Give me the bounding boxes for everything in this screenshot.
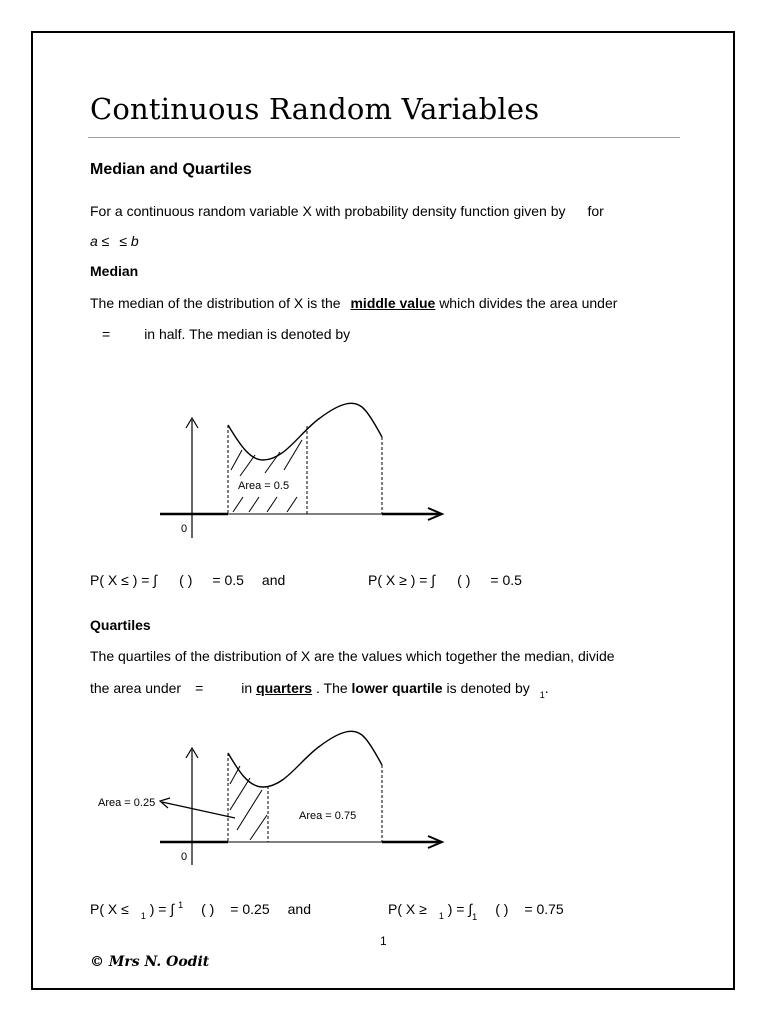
quartiles-area-left-label: Area = 0.25 xyxy=(98,797,156,809)
quartiles-pointer-line xyxy=(162,802,235,818)
section-heading: Median and Quartiles xyxy=(90,161,252,178)
quartiles-quarters: quarters xyxy=(256,680,313,696)
q-prob-left-b: ) = ∫ xyxy=(149,901,175,917)
q-prob-right-b: ) = ∫ xyxy=(447,901,473,917)
median-prob-right-fx: ( ) xyxy=(457,572,471,588)
quartiles-in: in xyxy=(241,680,253,696)
q-prob-right: P( X ≥ xyxy=(388,901,427,917)
q-prob-left-sub: 1 xyxy=(140,911,146,921)
intro-range-a: a ≤ xyxy=(90,233,110,249)
q-prob-right-sub: 1 xyxy=(438,911,444,921)
quartiles-text-b: . The xyxy=(315,680,348,696)
intro-text: For a continuous random variable X with probability density function given by xyxy=(90,203,566,219)
quartiles-area-right-label: Area = 0.75 xyxy=(299,810,357,822)
median-area-label: Area = 0.5 xyxy=(238,480,290,492)
median-prob-left-fx: ( ) xyxy=(179,572,193,588)
author-signature: © Mrs N. Oodit xyxy=(90,954,210,970)
q-and: and xyxy=(287,901,311,917)
median-prob-left-val: = 0.5 xyxy=(212,572,244,588)
median-heading: Median xyxy=(90,263,139,279)
median-text-a: The median of the distribution of X is the xyxy=(90,295,341,311)
median-and: and xyxy=(261,572,286,588)
median-prob-left: P( X ≤ ) = ∫ xyxy=(90,572,158,588)
quartiles-hatching xyxy=(230,766,267,840)
median-origin-label: 0 xyxy=(181,523,188,535)
quartiles-sub-1: 1 xyxy=(539,690,545,700)
quartiles-end: . xyxy=(544,680,549,696)
median-prob-right: P( X ≥ ) = ∫ xyxy=(368,572,436,588)
quartiles-prob-line-right xyxy=(388,901,564,922)
intro-range-b: ≤ b xyxy=(119,233,139,249)
quartiles-prob-line xyxy=(90,900,311,921)
quartiles-eq: = xyxy=(195,680,204,696)
page-title: Continuous Random Variables xyxy=(90,92,540,126)
quartiles-heading: Quartiles xyxy=(90,617,151,633)
median-middle-value: middle value xyxy=(350,295,436,311)
page-number: 1 xyxy=(380,934,387,948)
quartiles-text-c: is denoted by xyxy=(446,680,530,696)
q-prob-right-val: = 0.75 xyxy=(524,901,564,917)
q-prob-left-val: = 0.25 xyxy=(230,901,270,917)
median-prob-right-val: = 0.5 xyxy=(490,572,522,588)
median-text-b: which divides the area under xyxy=(439,295,618,311)
q-prob-left-fx: ( ) xyxy=(201,901,215,917)
intro-for: for xyxy=(587,203,604,219)
median-eq: = xyxy=(102,326,111,342)
quartiles-lower-quartile: lower quartile xyxy=(351,680,443,696)
q-prob-right-fx: ( ) xyxy=(495,901,509,917)
quartiles-density-curve xyxy=(228,731,382,787)
quartiles-origin-label: 0 xyxy=(181,851,188,863)
median-text-c: in half. The median is denoted by xyxy=(144,326,351,342)
q-prob-left-sup: 1 xyxy=(178,900,184,910)
quartiles-line-1: The quartiles of the distribution of X are the values which together the median, divide xyxy=(90,648,615,664)
q-prob-left: P( X ≤ xyxy=(90,901,129,917)
quartiles-text-a: the area under xyxy=(90,680,182,696)
q-prob-right-lim: 1 xyxy=(472,912,478,922)
